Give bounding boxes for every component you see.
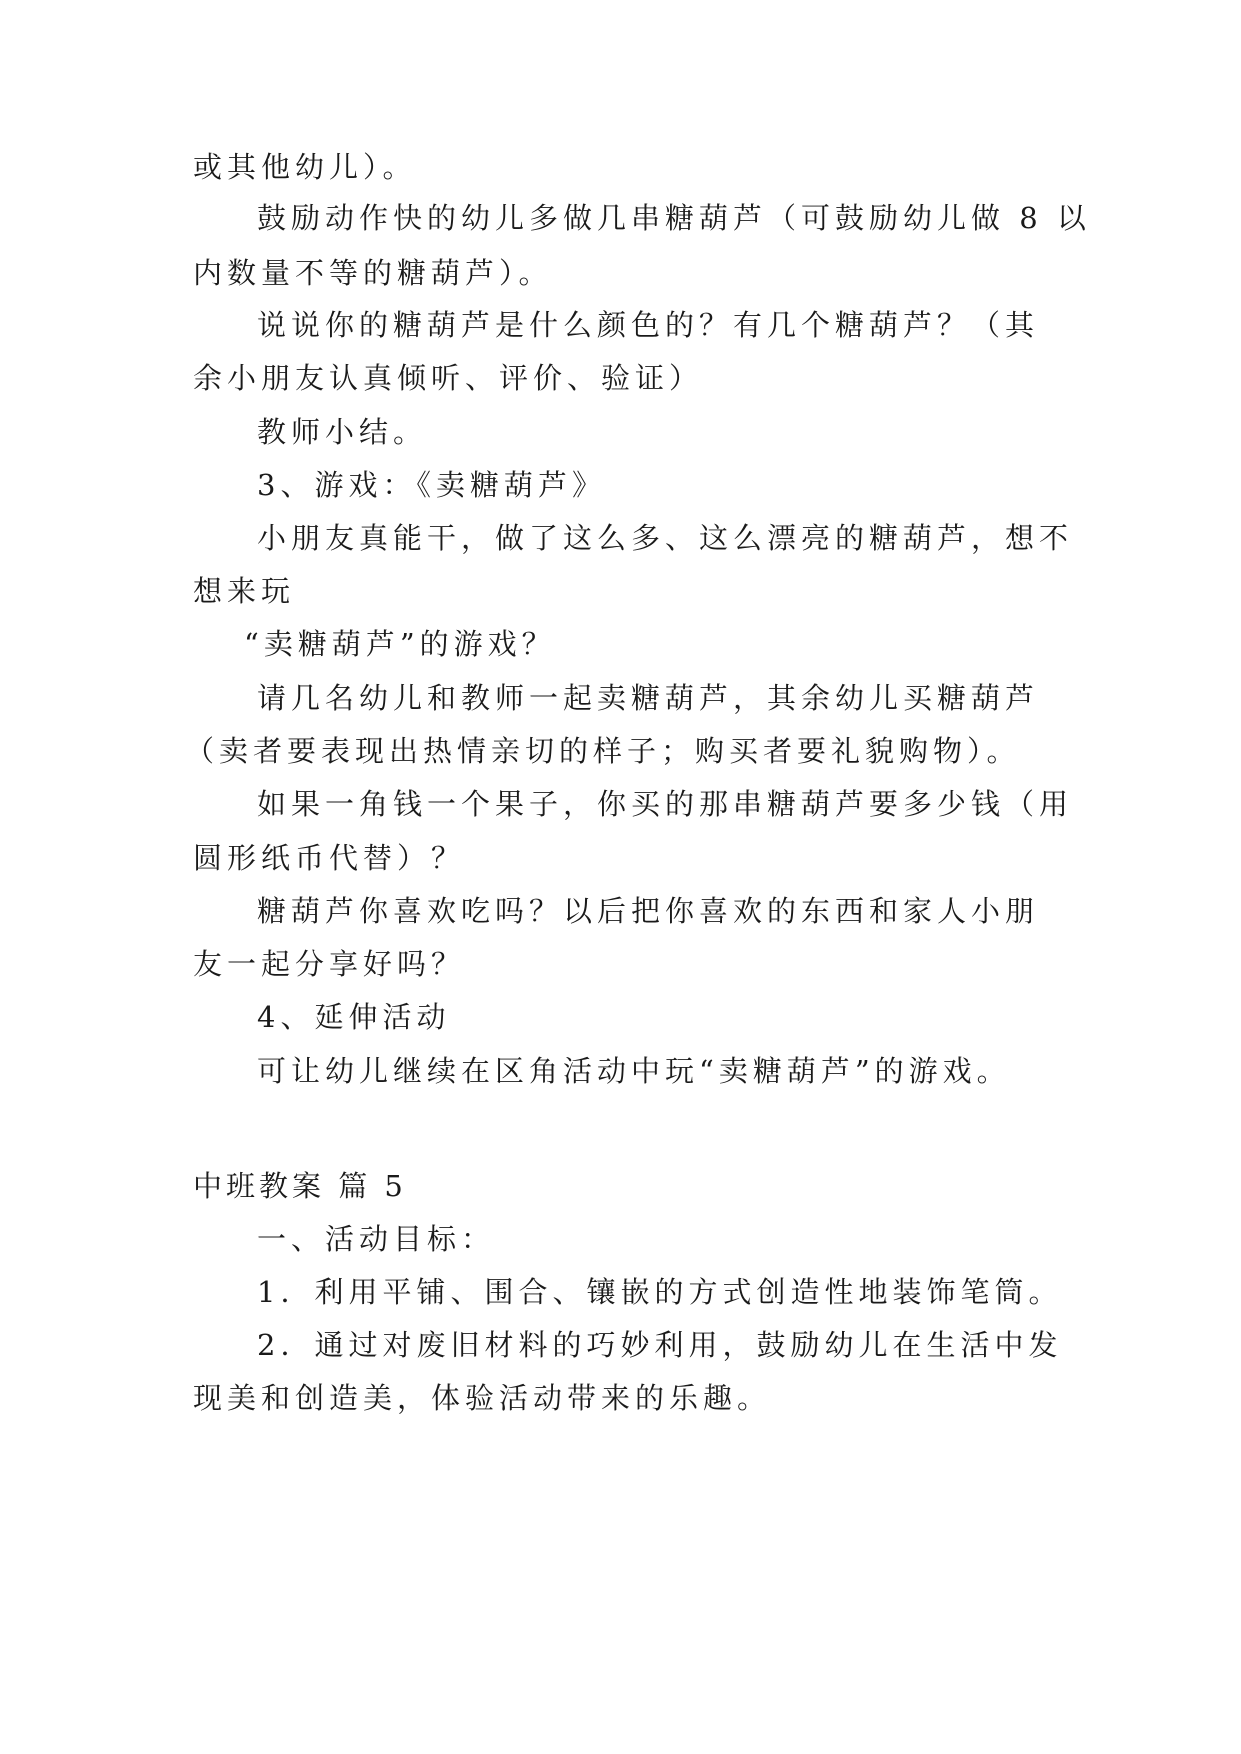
paragraph-line-2: 鼓励动作快的幼儿多做几串糖葫芦（可鼓励幼儿做 8 以 [257, 201, 1091, 235]
paragraph-line-12: （卖者要表现出热情亲切的样子；购买者要礼貌购物）。 [185, 734, 1021, 768]
paragraph-line-4: 说说你的糖葫芦是什么颜色的？有几个糖葫芦？（其 [257, 308, 1040, 342]
section-heading-goals: 一、活动目标： [257, 1222, 496, 1256]
paragraph-line-11: 请几名幼儿和教师一起卖糖葫芦，其余幼儿买糖葫芦 [257, 681, 1040, 715]
paragraph-line-16: 友一起分享好吗？ [193, 947, 466, 981]
paragraph-line-15: 糖葫芦你喜欢吃吗？以后把你喜欢的东西和家人小朋 [257, 894, 1040, 928]
paragraph-line-8: 小朋友真能干，做了这么多、这么漂亮的糖葫芦，想不 [257, 521, 1074, 555]
paragraph-line-6: 教师小结。 [257, 415, 428, 449]
document-section-title: 中班教案 篇 5 [193, 1169, 407, 1203]
section-heading-extension: 4、延伸活动 [257, 1000, 451, 1034]
goal-item-2: 2．通过对废旧材料的巧妙利用，鼓励幼儿在生活中发 [257, 1328, 1063, 1362]
paragraph-line-18: 可让幼儿继续在区角活动中玩“卖糖葫芦”的游戏。 [257, 1054, 1011, 1088]
paragraph-line-9: 想来玩 [193, 574, 296, 608]
paragraph-line-1: 或其他幼儿）。 [193, 150, 417, 184]
paragraph-line-13: 如果一角钱一个果子，你买的那串糖葫芦要多少钱（用 [257, 787, 1074, 821]
goal-item-2-continued: 现美和创造美，体验活动带来的乐趣。 [193, 1381, 772, 1415]
paragraph-line-14: 圆形纸币代替）？ [193, 841, 466, 875]
paragraph-line-10: “卖糖葫芦”的游戏？ [244, 627, 556, 661]
section-heading-game: 3、游戏：《卖糖葫芦》 [257, 468, 606, 502]
goal-item-1: 1．利用平铺、围合、镶嵌的方式创造性地装饰笔筒。 [257, 1275, 1063, 1309]
paragraph-line-5: 余小朋友认真倾听、评价、验证） [193, 361, 704, 395]
paragraph-line-3: 内数量不等的糖葫芦）。 [193, 256, 553, 290]
